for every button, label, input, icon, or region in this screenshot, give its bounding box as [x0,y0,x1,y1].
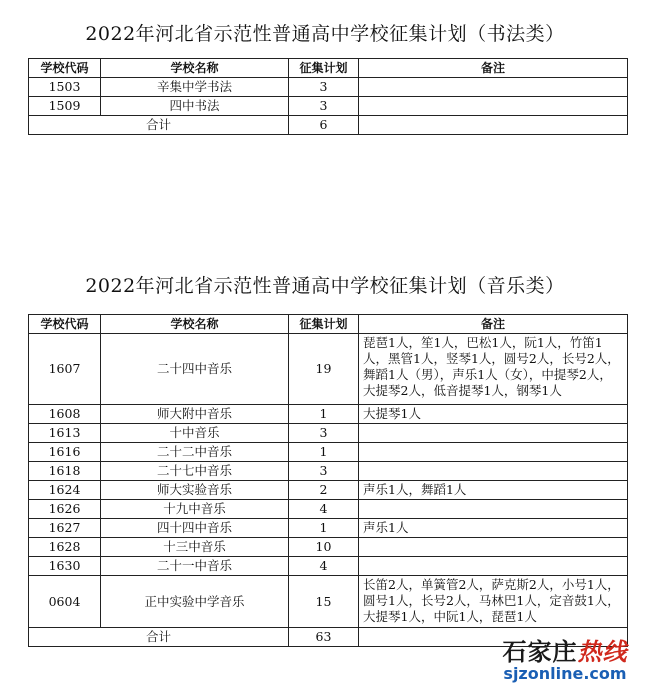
watermark-brand-part1: 石家庄 [502,638,578,666]
remark: 声乐1人 [359,519,628,538]
total-value: 63 [289,628,359,647]
school-name: 二十四中音乐 [101,334,289,405]
total-label: 合计 [29,628,289,647]
school-name: 四十四中音乐 [101,519,289,538]
plan-count: 2 [289,481,359,500]
plan-count: 15 [289,576,359,628]
school-name: 二十七中音乐 [101,462,289,481]
header-remarks: 备注 [359,315,628,334]
remark: 大提琴1人 [359,405,628,424]
school-code: 1613 [29,424,101,443]
school-code: 1626 [29,500,101,519]
table-header-row [29,315,628,334]
remark: 声乐1人，舞蹈1人 [359,481,628,500]
plan-count: 19 [289,334,359,405]
school-code: 1624 [29,481,101,500]
header-remarks: 备注 [359,59,628,78]
remark [359,78,628,97]
table-row [29,557,628,576]
school-name: 十中音乐 [101,424,289,443]
table-row [29,538,628,557]
header-plan: 征集计划 [289,59,359,78]
table-row [29,97,628,116]
plan-count: 3 [289,424,359,443]
table-row [29,78,628,97]
school-code: 1616 [29,443,101,462]
watermark-url: sjzonline.com [503,664,627,683]
school-name: 十三中音乐 [101,538,289,557]
watermark-brand-part2: 热线 [577,638,628,666]
table-row [29,500,628,519]
remark [359,116,628,135]
table-row [29,481,628,500]
calligraphy-table-title: 2022年河北省示范性普通高中学校征集计划（书法类） [85,23,565,45]
table-header-row [29,59,628,78]
remark [359,500,628,519]
plan-count: 1 [289,443,359,462]
plan-count: 4 [289,557,359,576]
remark [359,462,628,481]
header-school-code: 学校代码 [29,59,101,78]
header-school-name: 学校名称 [101,315,289,334]
table-row [29,443,628,462]
calligraphy-table [28,58,628,135]
table-row [29,405,628,424]
plan-count: 4 [289,500,359,519]
school-name: 二十一中音乐 [101,557,289,576]
remark [359,424,628,443]
plan-count: 10 [289,538,359,557]
table-row [29,519,628,538]
school-code: 1628 [29,538,101,557]
plan-count: 1 [289,519,359,538]
plan-count: 3 [289,97,359,116]
table-row [29,334,628,405]
total-value: 6 [289,116,359,135]
remark: 琵琶1人，笙1人，巴松1人，阮1人，竹笛1人，黑管1人，竖琴1人，圆号2人，长号2人，舞蹈1人（男），声乐1人（女），中提琴2人，大提琴2人，低音提琴1人，钢琴1人 [359,334,628,405]
school-name: 辛集中学书法 [101,78,289,97]
school-name: 十九中音乐 [101,500,289,519]
total-label: 合计 [29,116,289,135]
remark [359,443,628,462]
school-name: 师大实验音乐 [101,481,289,500]
table-row [29,462,628,481]
school-code: 1618 [29,462,101,481]
school-name: 正中实验中学音乐 [101,576,289,628]
school-code: 1607 [29,334,101,405]
music-table-title: 2022年河北省示范性普通高中学校征集计划（音乐类） [85,275,565,297]
music-table [28,314,628,647]
school-name: 四中书法 [101,97,289,116]
school-name: 师大附中音乐 [101,405,289,424]
remark: 长笛2人，单簧管2人，萨克斯2人，小号1人，圆号1人，长号2人，马林巴1人，定音鼓1人，大提琴1人，中阮1人，琵琶1人 [359,576,628,628]
plan-count: 3 [289,462,359,481]
table-row [29,576,628,628]
plan-count: 3 [289,78,359,97]
school-code: 1630 [29,557,101,576]
total-row [29,116,628,135]
remark [359,97,628,116]
header-plan: 征集计划 [289,315,359,334]
school-code: 1608 [29,405,101,424]
watermark-brand [490,639,640,665]
remark [359,538,628,557]
header-school-name: 学校名称 [101,59,289,78]
remark [359,557,628,576]
school-code: 1503 [29,78,101,97]
school-code: 1627 [29,519,101,538]
school-name: 二十二中音乐 [101,443,289,462]
school-code: 1509 [29,97,101,116]
plan-count: 1 [289,405,359,424]
school-code: 0604 [29,576,101,628]
site-watermark [490,639,640,683]
header-school-code: 学校代码 [29,315,101,334]
table-row [29,424,628,443]
